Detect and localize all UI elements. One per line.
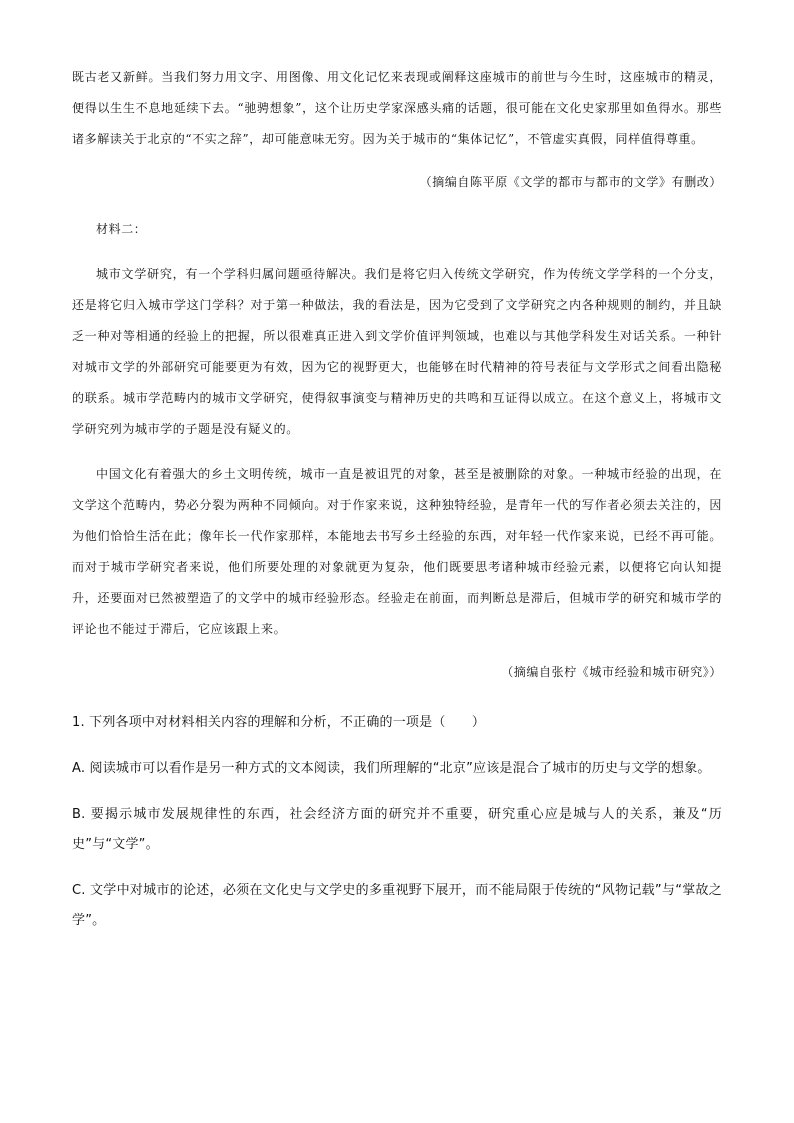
question-option-a: A. 阅读城市可以看作是另一种方式的文本阅读，我们所理解的“北京”应该是混合了城市的历史与文学的想象。 (72, 761, 711, 776)
question-stem: 1. 下列各项中对材料相关内容的理解和分析，不正确的一项是（ ） (72, 715, 486, 730)
material-two-paragraph-1: 城市文学研究，有一个学科归属问题亟待解决。我们是将它归入传统文学研究，作为传统文学学科的一个分支，还是将它归入城市学这门学科？对于第一种做法，我的看法是，因为它受到了文学研究之内各种规则的制约，并且缺乏一种对等相通的经验上的把握，所以很难真正进入到文学价值评判领域，也难以与其他学科发生对话关系。一种针对城市文学的外部研究可能要更为有效，因为它的视野更大，也能够在时代精神的符号表征与文学形式之间看出隐秘的联系。城市学范畴内的城市文学研究，使得叙事演变与精神历史的共鸣和互证得以成立。在这个意义上，将城市文学研究列为城市学的子题是没有疑义的。 (72, 267, 722, 436)
material-two-label: 材料二： (96, 222, 147, 236)
question-option-b: B. 要揭示城市发展规律性的东西，社会经济方面的研究并不重要，研究重心应是城与人的关系，兼及“历史”与“文学”。 (72, 807, 722, 852)
passage-intro-paragraph: 既古老又新鲜。当我们努力用文字、用图像、用文化记忆来表现或阐释这座城市的前世与今生时，这座城市的精灵，便得以生生不息地延续下去。“驰骋想象”，这个让历史学家深感头痛的话题，很可能在文化史家那里如鱼得水。那些诸多解读关于北京的“不实之辞”，却可能意味无穷。因为关于城市的“集体记忆”，不管虚实真假，同样值得尊重。 (72, 70, 722, 146)
material-two-source: （摘编自张柠《城市经验和城市研究》） (501, 665, 722, 679)
document-page (72, 62, 722, 936)
passage-intro-source: （摘编自陈平原《文学的都市与都市的文学》有删改） (419, 175, 722, 189)
material-two-paragraph-2: 中国文化有着强大的乡土文明传统，城市一直是被诅咒的对象，甚至是被删除的对象。一种城市经验的出现，在文学这个范畴内，势必分裂为两种不同倾向。对于作家来说，这种独特经验，是青年一代的写作者必须去关注的，因为他们恰恰生活在此；像年长一代作家那样，本能地去书写乡土经验的东西，对年轻一代作家来说，已经不再可能。而对于城市学研究者来说，他们所要处理的对象就更为复杂，他们既要思考诸种城市经验元素，以便将它向认知提升，还要面对已然被塑造了的文学中的城市经验形态。经验走在前面，而判断总是滞后，但城市学的研究和城市学的评论也不能过于滞后，它应该跟上来。 (72, 467, 722, 636)
question-option-c: C. 文学中对城市的论述，必须在文化史与文学史的多重视野下展开，而不能局限于传统的“风物记载”与“掌故之学”。 (72, 883, 722, 928)
